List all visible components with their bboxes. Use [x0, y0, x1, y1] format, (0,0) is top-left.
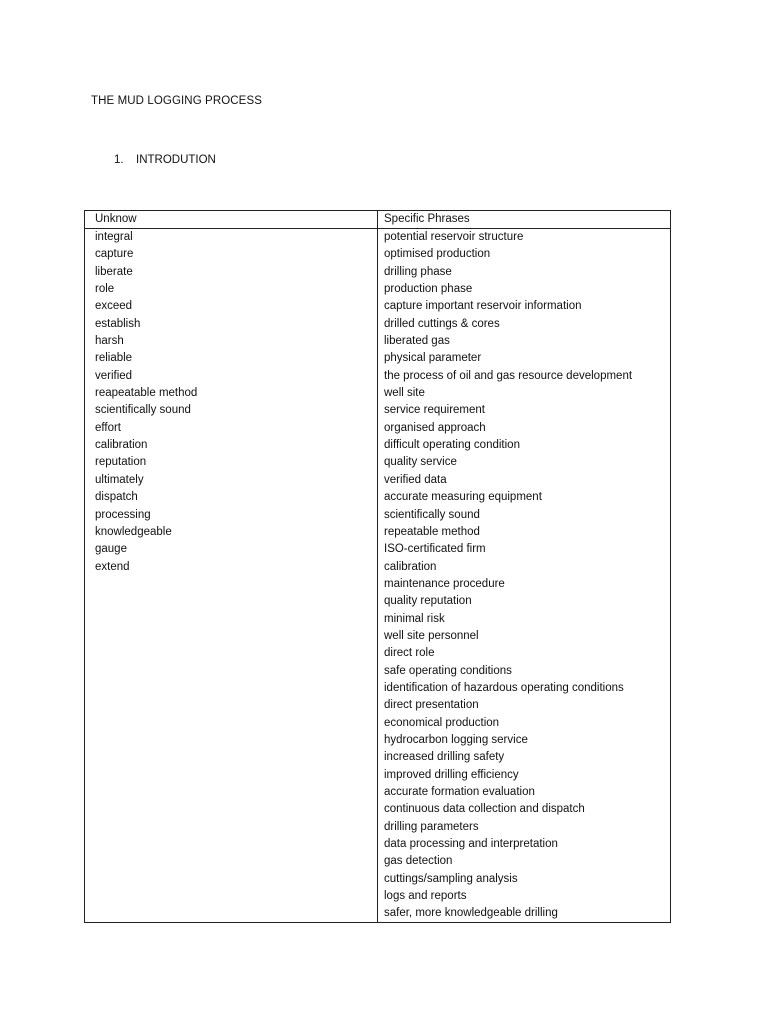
specific-phrase-item: optimised production	[384, 248, 491, 261]
specific-phrase-item: the process of oil and gas resource development	[384, 369, 633, 382]
unknown-word-item: effort	[95, 421, 121, 434]
unknown-word-item: establish	[95, 317, 141, 330]
unknown-word-item: verified	[95, 369, 133, 382]
specific-phrase-item: liberated gas	[384, 335, 450, 348]
specific-phrase-item: well site	[384, 387, 425, 400]
specific-phrase-item: repeatable method	[384, 525, 480, 538]
document-title: THE MUD LOGGING PROCESS	[91, 95, 262, 107]
header-unknown-words: Unknow	[95, 213, 137, 225]
header-specific-phrases: Specific Phrases	[384, 213, 470, 225]
section-number: 1.	[114, 154, 124, 166]
unknown-word-item: ultimately	[95, 473, 144, 486]
specific-phrase-item: direct presentation	[384, 699, 479, 712]
section-heading-text: INTRODUTION	[136, 154, 216, 166]
specific-phrase-item: calibration	[384, 560, 437, 573]
unknown-word-item: extend	[95, 560, 130, 573]
specific-phrase-item: capture important reservoir information	[384, 300, 582, 313]
specific-phrase-item: verified data	[384, 473, 447, 486]
specific-phrase-item: difficult operating condition	[384, 439, 520, 452]
unknown-word-item: reapeatable method	[95, 387, 198, 400]
specific-phrase-item: ISO-certificated firm	[384, 543, 486, 556]
unknown-word-item: dispatch	[95, 491, 138, 504]
specific-phrase-item: drilling parameters	[384, 820, 479, 833]
specific-phrase-item: accurate measuring equipment	[384, 491, 542, 504]
specific-phrase-item: well site personnel	[384, 629, 479, 642]
specific-phrase-item: data processing and interpretation	[384, 838, 558, 851]
specific-phrase-item: service requirement	[384, 404, 485, 417]
specific-phrase-item: logs and reports	[384, 890, 467, 903]
unknown-word-item: reliable	[95, 352, 133, 365]
specific-phrase-item: hydrocarbon logging service	[384, 733, 528, 746]
specific-phrase-item: accurate formation evaluation	[384, 786, 535, 798]
unknown-word-item: capture	[95, 248, 134, 261]
specific-phrase-item: continuous data collection and dispatch	[384, 803, 585, 816]
specific-phrases-list	[384, 229, 632, 923]
vocabulary-table	[84, 210, 671, 923]
specific-phrase-item: cuttings/sampling analysis	[384, 872, 518, 885]
unknown-word-item: reputation	[95, 456, 147, 469]
specific-phrase-item: economical production	[384, 716, 500, 729]
specific-phrase-item: organised approach	[384, 421, 486, 434]
specific-phrase-item: production phase	[384, 283, 473, 296]
unknown-word-item: exceed	[95, 300, 133, 313]
column-divider	[377, 211, 378, 922]
section-heading	[114, 152, 216, 168]
specific-phrase-item: drilling phase	[384, 265, 452, 278]
specific-phrase-item: drilled cuttings & cores	[384, 317, 500, 330]
specific-phrase-item: minimal risk	[384, 612, 445, 625]
unknown-word-item: knowledgeable	[95, 525, 172, 538]
specific-phrase-item: quality service	[384, 456, 457, 469]
specific-phrase-item: scientifically sound	[384, 508, 480, 521]
unknown-word-item: gauge	[95, 543, 127, 556]
unknown-word-item: processing	[95, 508, 151, 521]
specific-phrase-item: maintenance procedure	[384, 577, 505, 590]
unknown-word-item: liberate	[95, 265, 133, 278]
specific-phrase-item: quality reputation	[384, 595, 472, 608]
unknown-words-list	[95, 229, 197, 576]
specific-phrase-item: direct role	[384, 647, 435, 660]
specific-phrase-item: improved drilling efficiency	[384, 768, 519, 781]
unknown-word-item: integral	[95, 231, 133, 243]
specific-phrase-item: gas detection	[384, 855, 453, 868]
unknown-word-item: role	[95, 283, 115, 296]
specific-phrase-item: identification of hazardous operating conditions	[384, 681, 624, 694]
unknown-word-item: harsh	[95, 335, 124, 348]
specific-phrase-item: safe operating conditions	[384, 664, 512, 677]
specific-phrase-item: physical parameter	[384, 352, 482, 365]
unknown-word-item: scientifically sound	[95, 404, 191, 417]
specific-phrase-item: safer, more knowledgeable drilling	[384, 907, 558, 920]
unknown-word-item: calibration	[95, 439, 148, 452]
specific-phrase-item: potential reservoir structure	[384, 231, 524, 243]
specific-phrase-item: increased drilling safety	[384, 751, 505, 764]
